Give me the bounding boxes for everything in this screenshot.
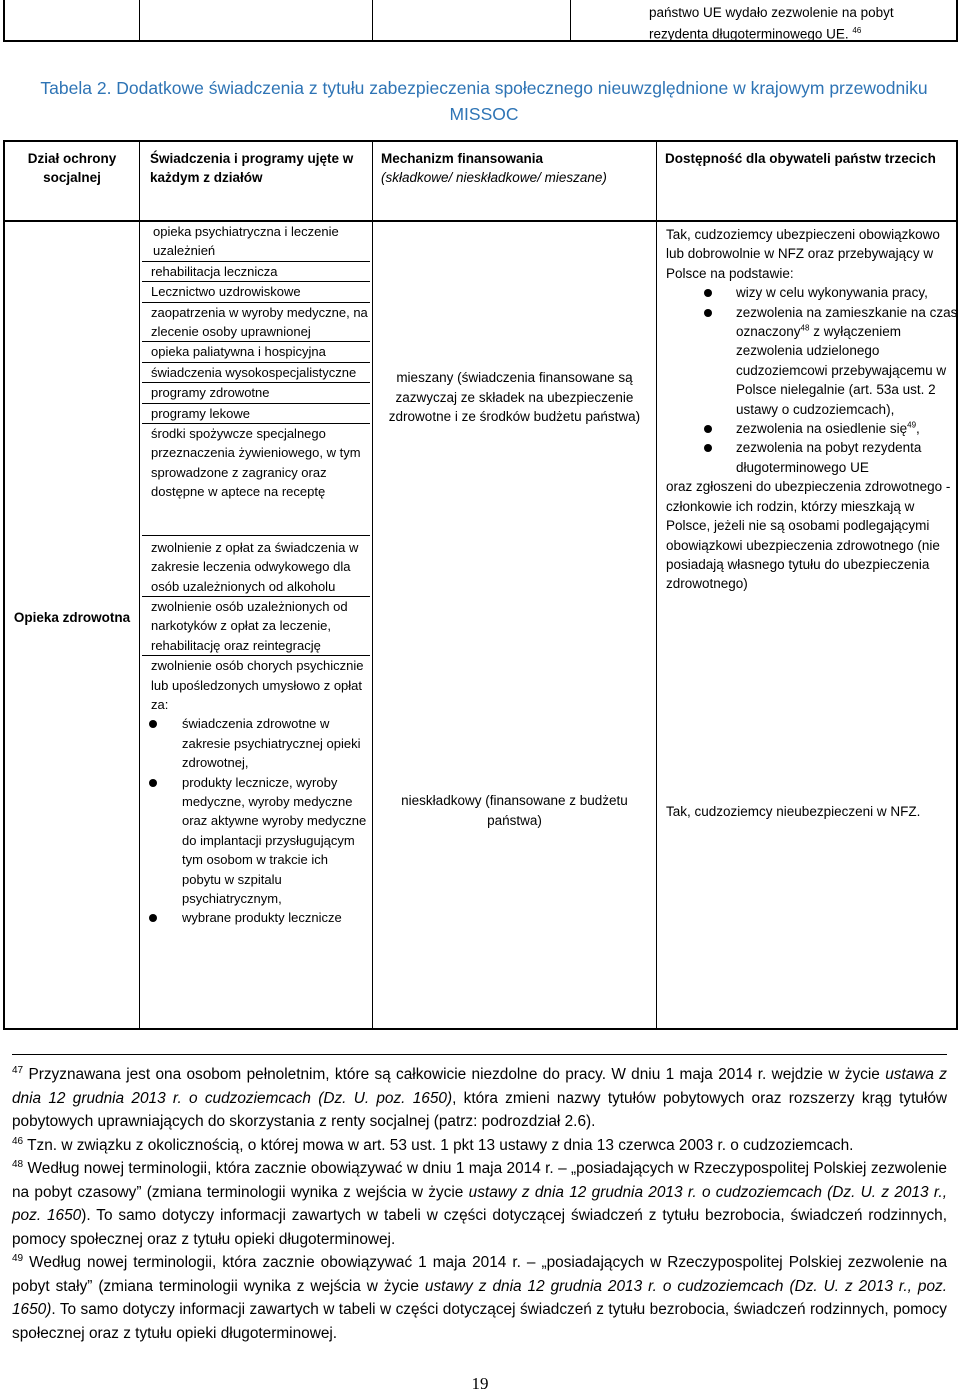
bullet-list <box>142 714 370 927</box>
header-availability: Dostępność dla obywateli państw trzecich <box>665 151 936 166</box>
bullet-text: , <box>916 421 920 437</box>
header-section: Dział ochrony socjalnej <box>5 142 140 220</box>
header-financing-label: Mechanizm finansowania <box>381 151 544 166</box>
financing-cell <box>373 222 657 1028</box>
list-item: zwolnienie osób uzależnionych od narkotyków z opłat za leczenie, rehabilitację oraz reintegrację <box>142 597 370 656</box>
footnote-48 <box>12 1157 947 1251</box>
footnote-citation: ustawy z dnia 12 grudnia 2013 r. o cudzoziemcach (Dz. U. z 2013 r., poz. 1650 <box>12 1183 947 1224</box>
continuation-text-line2: rezydenta długoterminowego UE. <box>649 26 849 42</box>
section-name: Opieka zdrowotna <box>13 610 131 625</box>
services-cell <box>140 222 373 1028</box>
page-number: 19 <box>471 1374 489 1393</box>
list-item: świadczenia wysokospecjalistyczne <box>142 363 370 383</box>
bullet-item: zezwolenia na pobyt rezydenta długoterminowego UE <box>666 438 960 477</box>
empty-cell <box>5 0 140 40</box>
footnote-49 <box>12 1251 947 1345</box>
services-list <box>142 222 370 928</box>
section-cell <box>5 222 140 1028</box>
footnote-text: , która zmieni nazwy tytułów pobytowych oraz rozszerzy krąg tytułów pobytowych uprawniających do skorzystania z renty socjalnej (patrz: podrozdział 2.6). <box>12 1089 948 1130</box>
list-item: zaopatrzenia w wyroby medyczne, na zlecenie osoby uprawnionej <box>142 303 370 343</box>
bullet-item: wizy w celu wykonywania pracy, <box>666 283 960 302</box>
bullet-text: zezwolenia na osiedlenie się <box>736 421 908 437</box>
footnotes <box>12 1063 947 1345</box>
list-item: opieka psychiatryczna i leczenie uzależnień <box>142 222 370 262</box>
empty-cell <box>373 0 571 40</box>
bullet-text: z wyłączeniem zezwolenia udzielonego cudzoziemcowi przebywającemu w Polsce nielegalnie (art. 53a ust. 2 ustawy o cudzoziemcach), <box>736 324 947 417</box>
footnote-text: ). To samo dotyczy informacji zawartych w tabeli w części dotyczącej świadczeń z tytułu bezrobocia, świadczeń rodzinnych, pomocy społecznej oraz z tytułu opieki długoterminowej. <box>12 1207 947 1248</box>
footnote-number: 49 <box>12 1252 24 1264</box>
previous-table-row <box>3 0 958 42</box>
continuation-text-line1: państwo UE wydało zezwolenie na pobyt <box>649 5 894 20</box>
header-services: Świadczenia i programy ujęte w każdym z działów <box>140 142 373 220</box>
bullet-item: wybrane produkty lecznicze <box>142 908 370 927</box>
footnote-citation: ustawa z dnia 12 grudnia 2013 r. o cudzoziemcach (Dz. U. poz. 1650) <box>12 1066 947 1107</box>
bullet-item <box>666 419 960 438</box>
list-item <box>142 656 370 928</box>
bullet-list <box>666 283 960 477</box>
table-body <box>3 222 958 1030</box>
footnote-ref: 49 <box>907 420 917 430</box>
list-item-label: zwolnienie osób chorych psychicznie lub upośledzonych umysłowo z opłat za: <box>151 658 364 712</box>
financing-mixed: mieszany (świadczenia finansowane są zazwyczaj ze składek na ubezpieczenie zdrowotne i ze środków budżetu państwa) <box>388 370 641 424</box>
footnote-text: Według nowej terminologii, która zacznie obowiązywać 1 maja 2014 r. – „posiadających w Rzeczypospolitej Polskiej zezwolenie na pobyt stały” (zmiana terminologii wynika z wejścia w życie <box>12 1254 948 1295</box>
list-item: opieka paliatywna i hospicyjna <box>142 342 370 362</box>
list-item: programy zdrowotne <box>142 383 370 403</box>
list-item: Lecznictwo uzdrowiskowe <box>142 282 370 302</box>
footnote-text: Według nowej terminologii, która zacznie obowiązywać w dniu 1 maja 2014 r. – „posiadających w Rzeczypospolitej Polskiej zezwolenie na pobyt czasowy” (zmiana terminologii wynika z wejścia w życie <box>12 1160 947 1201</box>
footnote-text: Tzn. w związku z okolicznością, o której mowa w art. 53 ust. 1 pkt 13 ustawy z dnia 13 czerwca 2003 r. o cudzoziemcach. <box>27 1136 854 1154</box>
header-financing-sub: (składkowe/ nieskładkowe/ mieszane) <box>381 170 607 185</box>
header-financing <box>373 142 657 220</box>
footnote-ref: 46 <box>852 26 862 35</box>
footnote-ref: 48 <box>800 323 810 333</box>
footnote-citation: ustawy z dnia 12 grudnia 2013 r. o cudzoziemcach (Dz. U. z 2013 r., poz. 1650) <box>12 1277 947 1318</box>
footnote-46 <box>12 1134 947 1158</box>
list-item: rehabilitacja lecznicza <box>142 262 370 282</box>
footnote-number: 48 <box>12 1158 24 1170</box>
availability-intro: Tak, cudzoziemcy ubezpieczeni obowiązkowo lub dobrowolnie w NFZ oraz przebywający w Polsce na podstawie: <box>666 227 940 281</box>
list-item: środki spożywcze specjalnego przeznaczenia żywieniowego, w tym sprowadzone z zagranicy oraz dostępne w aptece na receptę <box>151 426 361 500</box>
table-header <box>3 140 958 222</box>
empty-cell <box>140 0 373 40</box>
footnote-47 <box>12 1063 947 1134</box>
footnote-text: Przyznawana jest ona osobom pełnoletnim, które są całkowicie niezdolne do pracy. W dniu 1 maja 2014 r. wejdzie w życie <box>28 1066 886 1083</box>
list-item: programy lekowe <box>142 404 370 424</box>
bullet-item: świadczenia zdrowotne w zakresie psychiatrycznej opieki zdrowotnej, <box>142 714 370 772</box>
divider <box>142 502 370 536</box>
availability-outro: oraz zgłoszeni do ubezpieczenia zdrowotnego - członkowie ich rodzin, którzy mieszkają w Polsce, jeżeli nie są osobami podlegającymi obowiązkowi ubezpieczenia zdrowotnego (nie posiadają własnego tytułu do ubezpieczenia zdrowotnego) <box>666 479 951 592</box>
footnote-text: . To samo dotyczy informacji zawartych w tabeli w części dotyczącej świadczeń z tytułu bezrobocia, świadczeń rodzinnych, pomocy społecznej oraz z tytułu opieki długoterminowej. <box>12 1301 947 1342</box>
footnote-divider <box>12 1054 947 1055</box>
list-item: zwolnienie z opłat za świadczenia w zakresie leczenia odwykowego dla osób uzależnionych od alkoholu <box>142 536 370 597</box>
bullet-item: produkty lecznicze, wyroby medyczne, wyroby medyczne oraz aktywne wyroby medyczne do implantacji przysługującym tym osobom w trakcie ich pobytu w szpitalu psychiatrycznym, <box>142 773 370 909</box>
bullet-text: zezwolenia na zamieszkanie na czas oznaczony <box>736 304 958 340</box>
availability-uninsured: Tak, cudzoziemcy nieubezpieczeni w NFZ. <box>666 804 921 819</box>
availability-cell <box>571 0 956 40</box>
bullet-item <box>666 303 960 419</box>
table-title: Tabela 2. Dodatkowe świadczenia z tytułu zabezpieczenia społecznego nieuwzględnione w krajowym przewodniku MISSOC <box>40 78 928 124</box>
financing-noncontributory: nieskładkowy (finansowane z budżetu państwa) <box>401 793 628 828</box>
availability-insured <box>666 225 960 594</box>
footnote-number: 47 <box>12 1064 24 1076</box>
availability-cell <box>657 222 956 1028</box>
footnote-number: 46 <box>12 1135 24 1147</box>
